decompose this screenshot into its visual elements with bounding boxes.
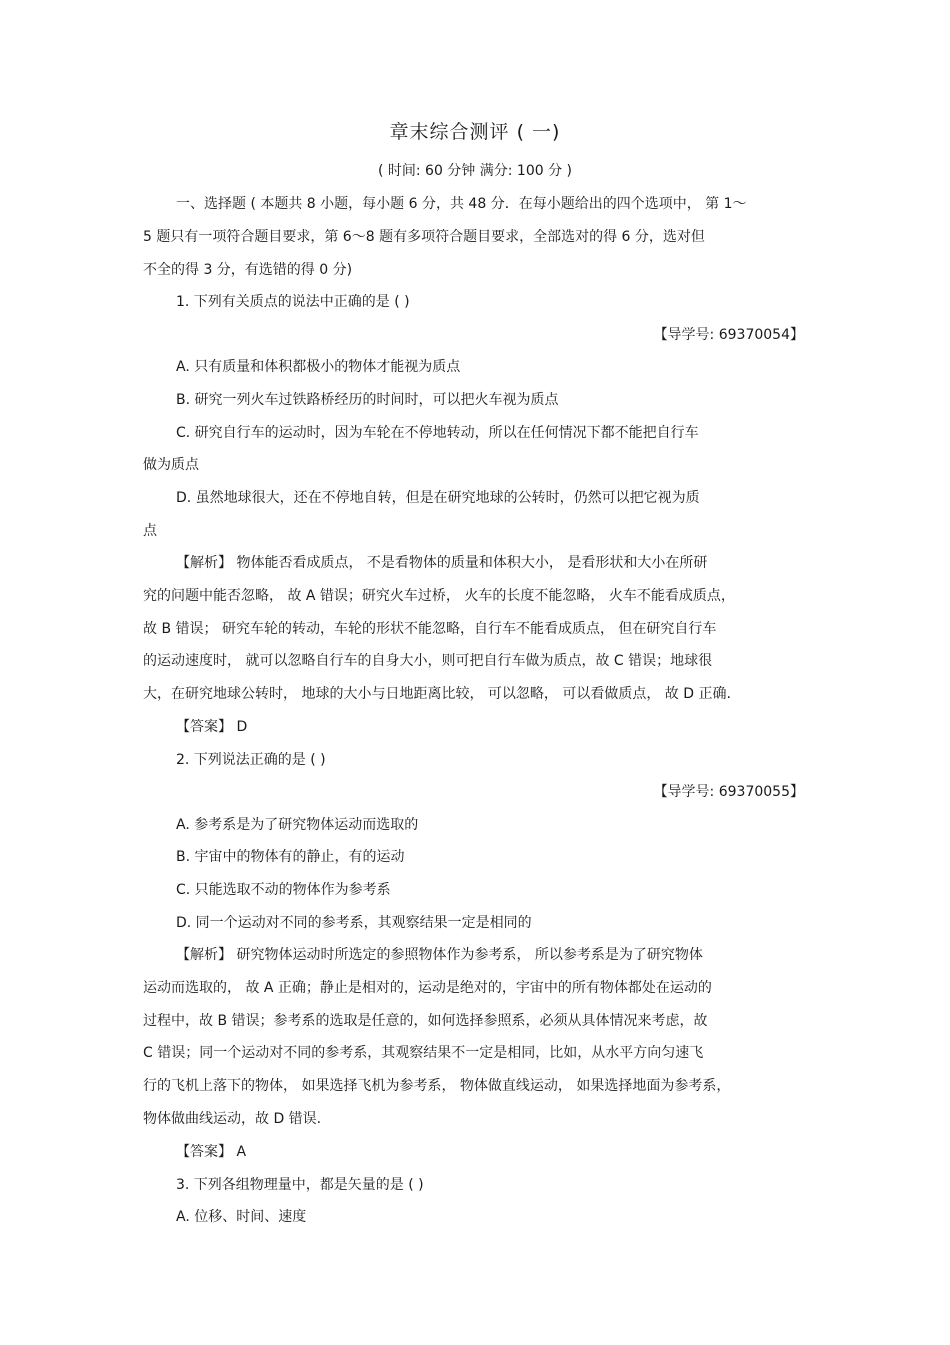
question-1-option: C. 研究自行车的运动时，因为车轮在不停地转动，所以在任何情况下都不能把自行车 (176, 425, 699, 441)
question-2-analysis: 行的飞机上落下的物体， 如果选择飞机为参考系， 物体做直线运动， 如果选择地面为参考系， (143, 1078, 731, 1094)
instructions-line: 5 题只有一项符合题目要求，第 6～8 题有多项符合题目要求，全部选对的得 6 分，选对但 (143, 229, 705, 245)
exam-meta: ( 时间: 60 分钟 满分: 100 分 ) (377, 163, 573, 179)
question-1-option: 做为质点 (143, 457, 199, 473)
question-2-option: D. 同一个运动对不同的参考系，其观察结果一定是相同的 (176, 915, 532, 931)
question-1-option: D. 虽然地球很大，还在不停地自转，但是在研究地球的公转时，仍然可以把它视为质 (176, 490, 700, 506)
question-2-analysis: 运动而选取的， 故 A 正确；静止是相对的，运动是绝对的，宇宙中的所有物体都处在运动的 (143, 980, 712, 996)
question-1-analysis: 【解析】 物体能否看成质点， 不是看物体的质量和体积大小， 是看形状和大小在所研 (176, 555, 708, 571)
question-2-stem: 2. 下列说法正确的是 ( ) (176, 752, 326, 768)
question-2-analysis: 【解析】 研究物体运动时所选定的参照物体作为参考系， 所以参考系是为了研究物体 (176, 947, 703, 963)
question-1-stem: 1. 下列有关质点的说法中正确的是 ( ) (176, 294, 410, 310)
page-title: 章末综合测评 ( 一) (389, 121, 561, 143)
question-1-analysis: 故 B 错误； 研究车轮的转动，车轮的形状不能忽略，自行车不能看成质点， 但在研究自行车 (143, 621, 717, 637)
question-1-ref: 【导学号: 69370054】 (653, 327, 804, 343)
question-1-option: A. 只有质量和体积都极小的物体才能视为质点 (176, 359, 461, 375)
question-2-answer: 【答案】 A (176, 1144, 247, 1160)
question-1-analysis: 的运动速度时， 就可以忽略自行车的自身大小，则可把自行车做为质点，故 C 错误；地球很 (143, 653, 713, 669)
instructions-line: 一、选择题 ( 本题共 8 小题，每小题 6 分，共 48 分．在每小题给出的四个选项中， 第 1～ (176, 196, 747, 212)
question-2-analysis: 物体做曲线运动，故 D 错误. (143, 1111, 322, 1127)
question-2-option: C. 只能选取不动的物体作为参考系 (176, 882, 391, 898)
question-2-option: B. 宇宙中的物体有的静止，有的运动 (176, 849, 405, 865)
question-1-analysis: 究的问题中能否忽略， 故 A 错误；研究火车过桥， 火车的长度不能忽略， 火车不能看成质点， (143, 588, 735, 604)
question-2-option: A. 参考系是为了研究物体运动而选取的 (176, 817, 419, 833)
question-2-analysis: 过程中，故 B 错误；参考系的选取是任意的，如何选择参照系，必须从具体情况来考虑，故 (143, 1013, 708, 1029)
question-1-option: B. 研究一列火车过铁路桥经历的时间时，可以把火车视为质点 (176, 392, 559, 408)
instructions-line: 不全的得 3 分，有选错的得 0 分) (143, 262, 353, 278)
question-3-option: A. 位移、时间、速度 (176, 1209, 307, 1225)
question-1-analysis: 大，在研究地球公转时， 地球的大小与日地距离比较， 可以忽略， 可以看做质点， 故 D 正确. (143, 686, 731, 702)
question-3-stem: 3. 下列各组物理量中，都是矢量的是 ( ) (176, 1177, 424, 1193)
question-2-ref: 【导学号: 69370055】 (653, 784, 804, 800)
question-2-analysis: C 错误；同一个运动对不同的参考系，其观察结果不一定是相同，比如，从水平方向匀速飞 (143, 1045, 704, 1061)
question-1-option: 点 (143, 523, 157, 539)
question-1-answer: 【答案】 D (176, 719, 248, 735)
